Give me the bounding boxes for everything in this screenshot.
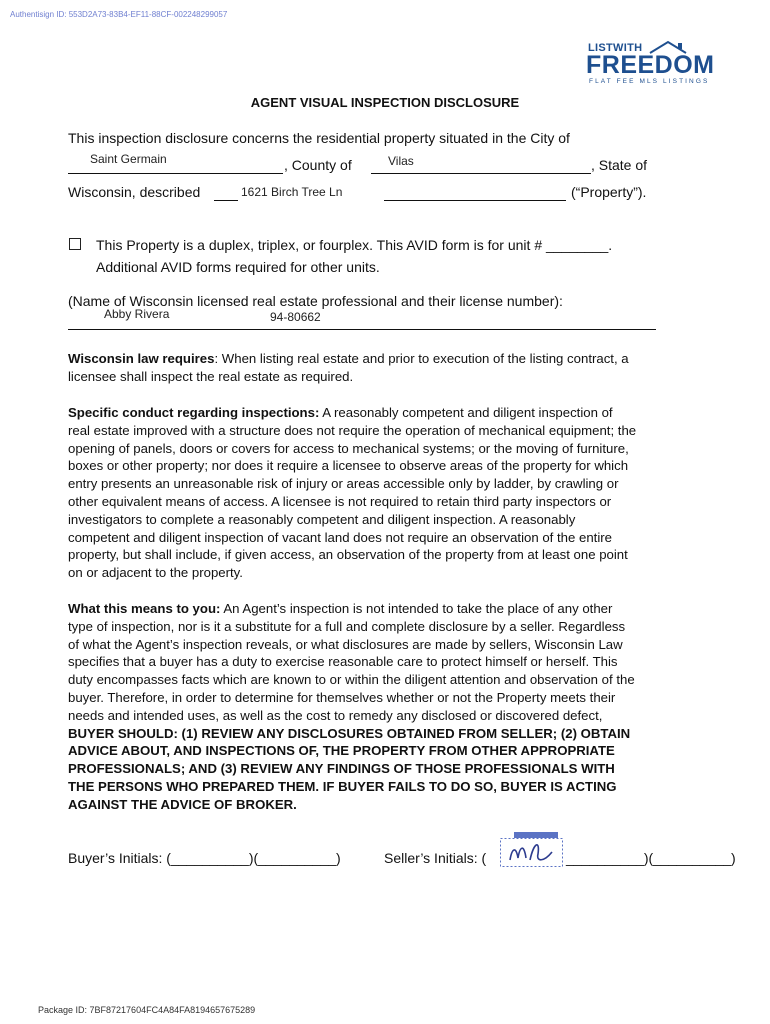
city-value[interactable]: Saint Germain — [90, 152, 167, 166]
conduct-line: real estate improved with a structure does not require the operation of mechanical equipment; the — [68, 422, 637, 438]
seller-initials-label: Seller’s Initials: ( — [384, 850, 487, 866]
seller-initials-signature[interactable] — [500, 832, 564, 868]
company-logo — [586, 40, 715, 90]
property-label: (“Property”). — [571, 184, 647, 200]
meaning-line: type of inspection, nor is it a substitute for a full and complete disclosure by a seller. Regardless — [68, 618, 626, 634]
seller-initials-rest[interactable]: __________)(__________) — [566, 850, 736, 866]
meaning-paragraph — [68, 600, 724, 814]
licensee-label: (Name of Wisconsin licensed real estate professional and their license number): — [68, 293, 563, 309]
conduct-line: investigators to complete a reasonably competent and diligent inspection. A reasonably — [68, 511, 576, 527]
county-label: , County of — [284, 157, 352, 173]
conduct-line: property, but shall include, if given access, an observation of the property from at least one point — [68, 547, 628, 563]
duplex-checkbox[interactable] — [69, 238, 81, 250]
meaning-caps-line: AGAINST THE ADVICE OF BROKER. — [68, 796, 297, 812]
county-value[interactable]: Vilas — [388, 154, 414, 168]
conduct-line: opening of panels, doors or covers for access to mechanical systems; or the moving of furniture, — [68, 440, 629, 456]
meaning-line: of what the Agent’s inspection reveals, or what disclosures are made by sellers, Wisconsin Law — [68, 636, 623, 652]
meaning-heading: What this means to you: — [68, 601, 221, 616]
conduct-line: A reasonably competent and diligent inspection of — [319, 405, 613, 420]
conduct-paragraph — [68, 404, 724, 582]
conduct-line: on or adjacent to the property. — [68, 565, 243, 581]
conduct-heading: Specific conduct regarding inspections: — [68, 405, 320, 420]
meaning-line: buyer. Therefore, in order to determine for themselves whether or not the Property meets their — [68, 689, 616, 705]
meaning-caps-line: BUYER SHOULD: (1) REVIEW ANY DISCLOSURES OBTAINED FROM SELLER; (2) OBTAIN — [68, 725, 631, 741]
meaning-line: duty encompasses facts which are known to or within the diligent attention and observation of the — [68, 672, 635, 688]
meaning-line: specifies that a buyer has a duty to exercise reasonable care to protect himself or herself. This — [68, 654, 618, 670]
address-underline-a — [214, 200, 238, 201]
buyer-initials[interactable]: Buyer’s Initials: (__________)(__________) — [68, 850, 341, 866]
address-value[interactable]: 1621 Birch Tree Ln — [241, 185, 343, 199]
conduct-line: boxes or other property; nor does it require a licensee to observe areas of the property for which — [68, 458, 629, 474]
county-underline — [371, 173, 591, 174]
law-heading: Wisconsin law requires — [68, 351, 215, 366]
license-number-value[interactable]: 94-80662 — [270, 310, 321, 324]
meaning-caps-line: ADVICE ABOUT, AND INSPECTIONS OF, THE PROPERTY FROM OTHER APPROPRIATE — [68, 743, 615, 759]
package-id: Package ID: 7BF87217604FC4A84FA8194657675289 — [38, 1005, 256, 1015]
licensee-underline — [68, 329, 656, 330]
law-line2: licensee shall inspect the real estate as required. — [68, 368, 354, 384]
conduct-line: other equivalent means of access. A licensee is not required to retain third party inspectors or — [68, 493, 612, 509]
conduct-line: competent and diligent inspection of vacant land does not require an observation of the entire — [68, 529, 612, 545]
page-title: AGENT VISUAL INSPECTION DISCLOSURE — [250, 95, 520, 110]
law-line1: : When listing real estate and prior to execution of the listing contract, a — [214, 351, 629, 366]
meaning-line: An Agent’s inspection is not intended to take the place of any other — [220, 601, 613, 616]
conduct-line: entry presents an unreasonable risk of injury or areas accessible only by ladder, by crawling or — [68, 476, 619, 492]
meaning-caps-line: THE PERSONS WHO PREPARED THEM. IF BUYER FAILS TO DO SO, BUYER IS ACTING — [68, 778, 617, 794]
logo-tagline: FLAT FEE MLS LISTINGS — [589, 78, 710, 85]
state-label: , State of — [591, 157, 648, 173]
logo-line1: LISTWITH — [588, 42, 643, 54]
authentisign-id: Authentisign ID: 553D2A73-83B4-EF11-88CF-002248299057 — [10, 10, 228, 19]
intro-line1: This inspection disclosure concerns the residential property situated in the City of — [68, 130, 570, 146]
city-underline — [68, 173, 283, 174]
logo-line2: FREEDOM — [586, 51, 715, 79]
law-paragraph — [68, 350, 724, 386]
meaning-caps-line: PROFESSIONALS; AND (3) REVIEW ANY FINDINGS OF THOSE PROFESSIONALS WITH — [68, 761, 615, 777]
duplex-line2: Additional AVID forms required for other units. — [96, 259, 380, 275]
duplex-line1: This Property is a duplex, triplex, or fourplex. This AVID form is for unit # ________. — [96, 237, 613, 253]
licensee-name-value[interactable]: Abby Rivera — [104, 307, 170, 321]
wisconsin-described-label: Wisconsin, described — [68, 184, 201, 200]
meaning-line: needs and intended uses, as well as the cost to remedy any disclosed or discovered defect, — [68, 707, 603, 723]
address-underline-b — [384, 200, 566, 201]
